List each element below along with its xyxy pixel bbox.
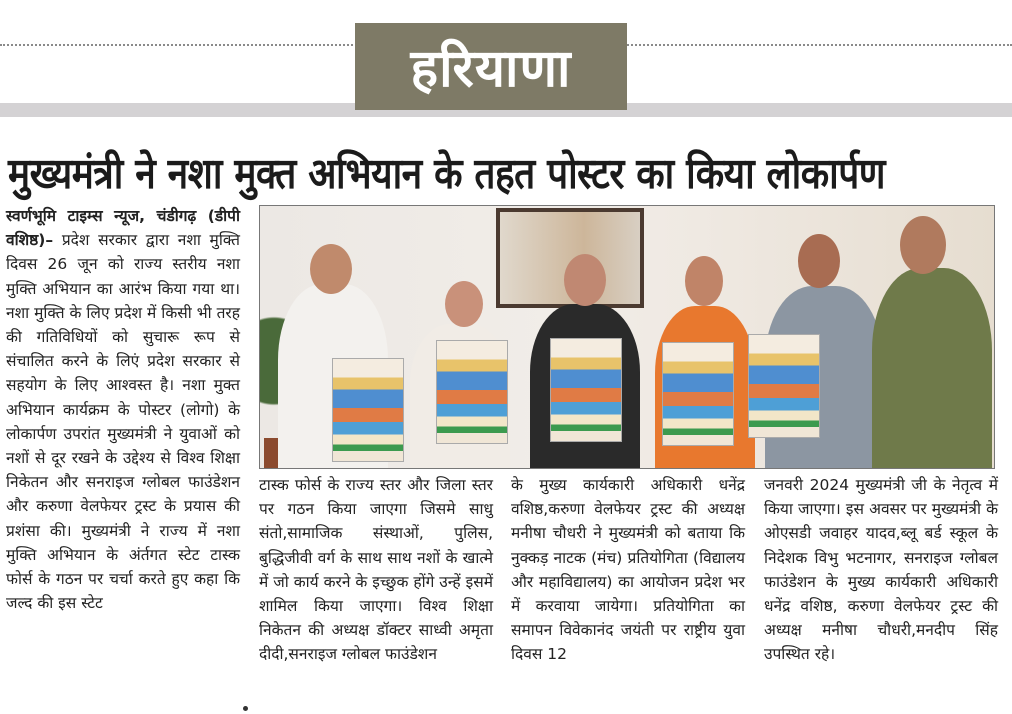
article-column-2: [259, 473, 493, 667]
person-1-head: [310, 244, 352, 294]
page-mark: [243, 706, 248, 711]
poster-5: [748, 334, 820, 438]
person-5-head: [798, 234, 840, 288]
article-column-3: [511, 473, 745, 667]
section-banner: हरियाणा: [355, 23, 627, 110]
person-6-head: [900, 216, 946, 274]
article-headline: मुख्यमंत्री ने नशा मुक्त अभियान के तहत पोस्टर का किया लोकार्पण: [8, 148, 885, 199]
person-4-head: [685, 256, 723, 306]
poster-3: [550, 338, 622, 442]
article-column-4: [764, 473, 998, 667]
poster-1: [332, 358, 404, 462]
column-2-text: टास्क फोर्स के राज्य स्तर और जिला स्तर पर गठन किया जाएगा जिसमे साधु संतो,सामाजिक संस्थाओं, पुलिस, बुद्धिजीवी वर्ग के साथ साथ नशों के खात्मे में जो कार्य करने के इच्छुक होंगे उन्हें इसमें शामिल किया जाएगा। विश्व शिक्षा निकेतन की अध्यक्ष डॉक्टर साध्वी अमृता दीदी,सनराइज ग्लोबल फाउंडेशन: [259, 476, 493, 664]
column-3-text: के मुख्य कार्यकारी अधिकारी धनेंद्र वशिष्ठ,करुणा वेलफेयर ट्रस्ट की अध्यक्ष मनीषा चौधरी ने मुख्यमंत्री को बताया कि नुक्कड़ नाटक (मंच) प्रतियोगिता (विद्यालय और महाविद्यालय) का आयोजन प्रदेश भर में करवाया जायेगा। प्रतियोगिता का समापन विवेकानंद जयंती पर राष्ट्रीय युवा दिवस 12: [511, 476, 745, 664]
poster-2: [436, 340, 508, 444]
poster-4: [662, 342, 734, 446]
person-3-head: [564, 254, 606, 306]
byline: स्वर्णभूमि टाइम्स न्यूज, चंडीगढ़ (डीपी वशिष्ठ)–: [6, 207, 240, 250]
person-6: [872, 268, 992, 469]
article-column-1: [6, 204, 240, 615]
person-2-head: [445, 281, 483, 327]
column-4-text: जनवरी 2024 मुख्यमंत्री जी के नेतृत्व में किया जाएगा। इस अवसर पर मुख्यमंत्री के ओएसडी जवाहर यादव,ब्लू बर्ड स्कूल के निदेशक विभु भटनागर, सनराइज ग्लोबल फाउंडेशन के मुख्य कार्यकारी अधिकारी धनेंद्र वशिष्ठ, करुणा वेलफेयर ट्रस्ट की अध्यक्ष मनीषा चौधरी,मनदीप सिंह उपस्थित रहे।: [764, 476, 998, 664]
column-1-text: प्रदेश सरकार द्वारा नशा मुक्ति दिवस 26 जून को राज्य स्तरीय नशा मुक्ति अभियान का आरंभ किया गया था। नशा मुक्ति के लिए प्रदेश में किसी भी तरह की गतिविधियों को सुचारू रूप से संचालित करने के लिएं प्रदेश सरकार से सहयोग के लिए आश्वस्त है। नशा मुक्त अभियान कार्यक्रम के पोस्टर (लोगो) के लोकार्पण उपरांत मुख्यमंत्री ने युवाओं को नशों से दूर रखने के उद्देश्य से विश्व शिक्षा निकेतन और सनराइज ग्लोबल फाउंडेशन और करुणा वेलफेयर ट्रस्ट के प्रयास की प्रशंसा की। मुख्यमंत्री ने राज्य में नशा मुक्ति अभियान के अंर्तगत स्टेट टास्क फोर्स के गठन पर चर्चा करते हुए कहा कि जल्द की इस स्टेट: [6, 231, 240, 613]
article-photo: [259, 205, 995, 469]
